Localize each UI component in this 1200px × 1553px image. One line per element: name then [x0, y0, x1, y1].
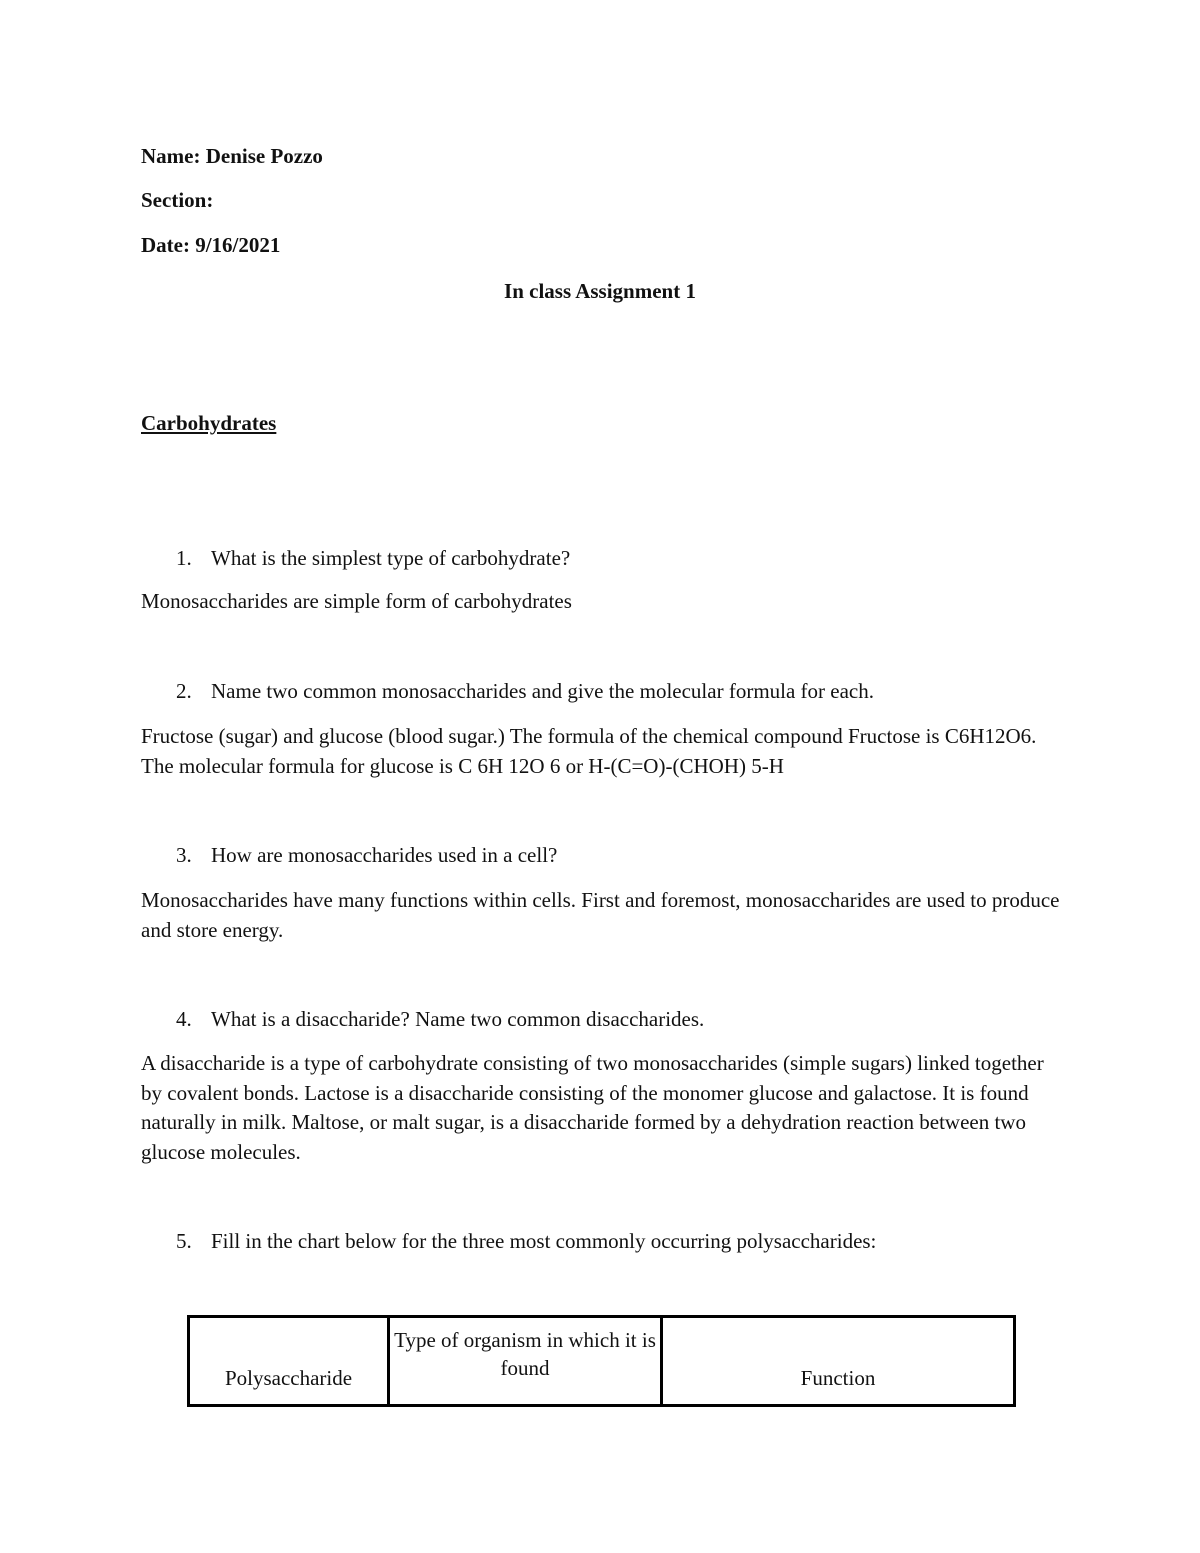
- answer-2: Fructose (sugar) and glucose (blood sugar.) The formula of the chemical compound Fructose is C6H12O6. The molecular formula for glucose is C 6H 12O 6 or H-(C=O)-(CHOH) 5-H: [141, 724, 1037, 778]
- assignment-title: In class Assignment 1: [504, 279, 696, 303]
- name-line: Name: Denise Pozzo: [141, 144, 323, 168]
- question-number: 3.: [176, 843, 192, 867]
- question-1: [176, 544, 570, 573]
- answer-3: Monosaccharides have many functions within cells. First and foremost, monosaccharides are used to produce and store energy.: [141, 888, 1060, 942]
- polysaccharide-chart: [187, 1315, 1016, 1407]
- question-2: [176, 677, 874, 706]
- date-line: Date: 9/16/2021: [141, 233, 281, 257]
- header-cell-organism-type: Type of organism in which it is found: [389, 1317, 662, 1406]
- question-text: Name two common monosaccharides and give the molecular formula for each.: [211, 679, 875, 703]
- question-3: [176, 841, 557, 870]
- question-number: 1.: [176, 546, 192, 570]
- question-number: 4.: [176, 1007, 192, 1031]
- question-4: [176, 1005, 704, 1034]
- header-cell-polysaccharide: Polysaccharide: [189, 1317, 389, 1406]
- answer-4: A disaccharide is a type of carbohydrate consisting of two monosaccharides (simple sugars) linked together by covalent bonds. Lactose is a disaccharide consisting of the monomer glucose and galactose. It is found naturally in milk. Maltose, or malt sugar, is a disaccharide formed by a dehydration reaction between two glucose molecules.: [141, 1051, 1044, 1164]
- chart-header-row: [189, 1317, 1015, 1406]
- section-heading: Carbohydrates: [141, 411, 277, 435]
- section-line: Section:: [141, 188, 214, 212]
- question-text: How are monosaccharides used in a cell?: [211, 843, 558, 867]
- header-cell-function: Function: [662, 1317, 1015, 1406]
- question-text: What is the simplest type of carbohydrate?: [211, 546, 571, 570]
- answer-1: Monosaccharides are simple form of carbohydrates: [141, 589, 572, 613]
- question-5: [176, 1227, 876, 1256]
- question-number: 2.: [176, 679, 192, 703]
- question-number: 5.: [176, 1229, 192, 1253]
- question-text: What is a disaccharide? Name two common disaccharides.: [211, 1007, 705, 1031]
- question-text: Fill in the chart below for the three most commonly occurring polysaccharides:: [211, 1229, 877, 1253]
